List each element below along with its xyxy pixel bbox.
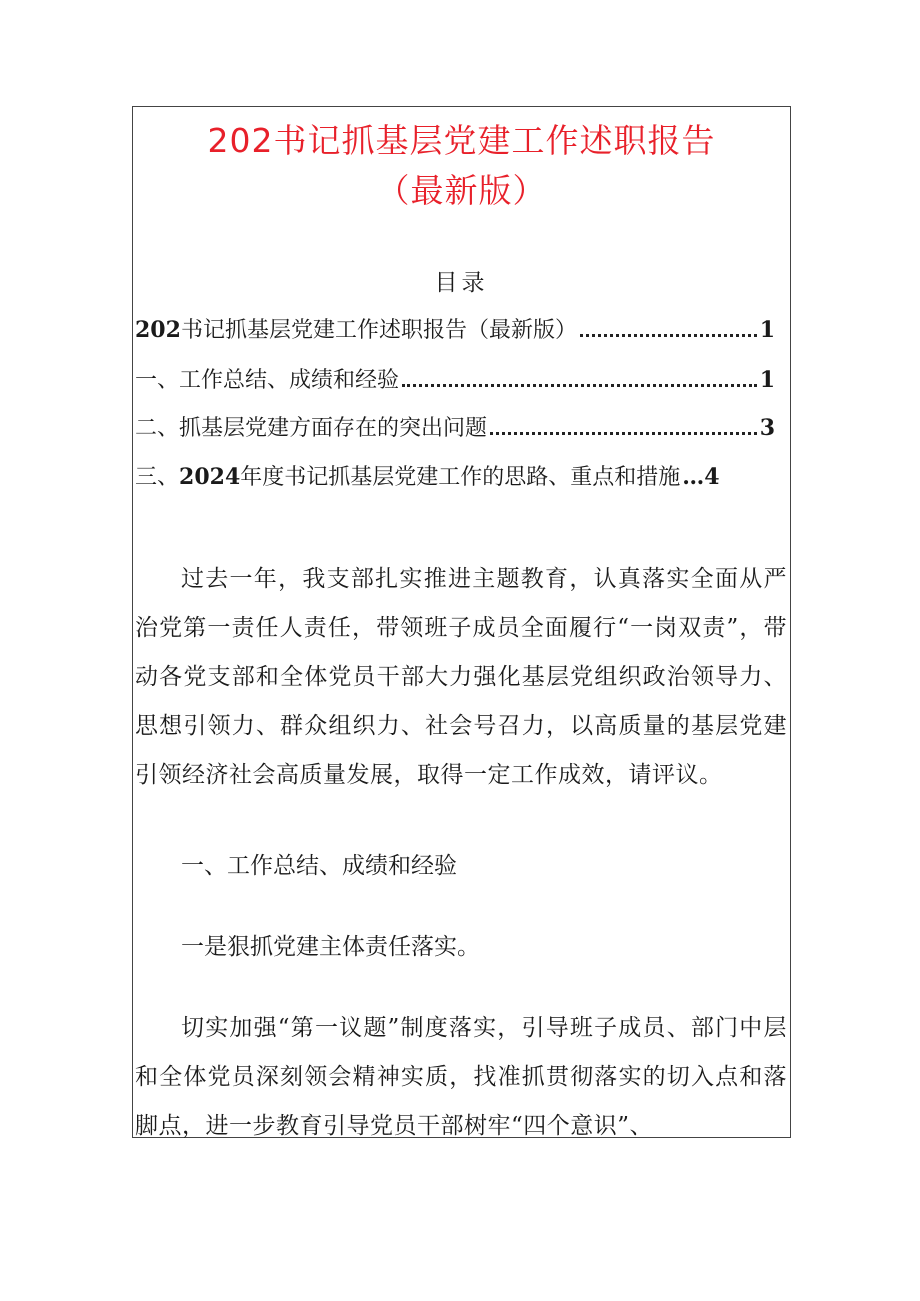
toc-entry-page: 1 xyxy=(759,367,775,393)
toc-entry-year: 2024 xyxy=(179,464,241,490)
toc-entry-prefix: 三、 xyxy=(135,465,180,490)
document-title: 202书记抓基层党建工作述职报告 xyxy=(207,121,716,160)
toc-entry-page: 3 xyxy=(759,415,775,441)
toc-entry[interactable] xyxy=(135,411,775,441)
toc-entry[interactable] xyxy=(135,313,775,343)
toc-entry-text: 一、工作总结、成绩和经验 xyxy=(135,368,400,393)
document-title-version: （最新版） xyxy=(376,171,547,210)
toc-dot-leader xyxy=(402,384,757,387)
toc-entry[interactable] xyxy=(135,460,720,490)
toc-dot-leader xyxy=(490,432,757,435)
toc-entry-text: 书记抓基层党建工作述职报告（最新版） xyxy=(180,318,577,343)
toc-entry-text: 年度书记抓基层党建工作的思路、重点和措施 xyxy=(240,465,681,490)
body-paragraph: 切实加强“第一议题”制度落实，引导班子成员、部门中层和全体党员深刻领会精神实质，找准抓贯彻落实的切入点和落脚点，进一步教育引导党员干部树牢“四个意识”、 xyxy=(135,1015,787,1139)
toc-entry[interactable] xyxy=(135,363,775,393)
toc-entry-prefix: 202 xyxy=(135,317,181,343)
toc-entry-page: 1 xyxy=(759,317,775,343)
document-frame xyxy=(132,106,791,1138)
toc-entry-page: 4 xyxy=(704,464,720,490)
intro-paragraph: 过去一年，我支部扎实推进主题教育，认真落实全面从严治党第一责任人责任，带领班子成员全面履行“一岗双责”，带动各党支部和全体党员干部大力强化基层党组织政治领导力、思想引领力、群众组织力、社会号召力，以高质量的基层党建引领经济社会高质量发展，取得一定工作成效，请评议。 xyxy=(135,566,787,788)
toc-entry-text: 二、抓基层党建方面存在的突出问题 xyxy=(135,416,488,441)
subsection-heading: 一是狠抓党建主体责任落实。 xyxy=(181,934,480,960)
toc-dot-leader xyxy=(580,334,757,337)
section-heading: 一、工作总结、成绩和经验 xyxy=(181,853,457,879)
toc-heading: 目录 xyxy=(434,270,489,296)
toc-ellipsis: … xyxy=(682,464,705,490)
